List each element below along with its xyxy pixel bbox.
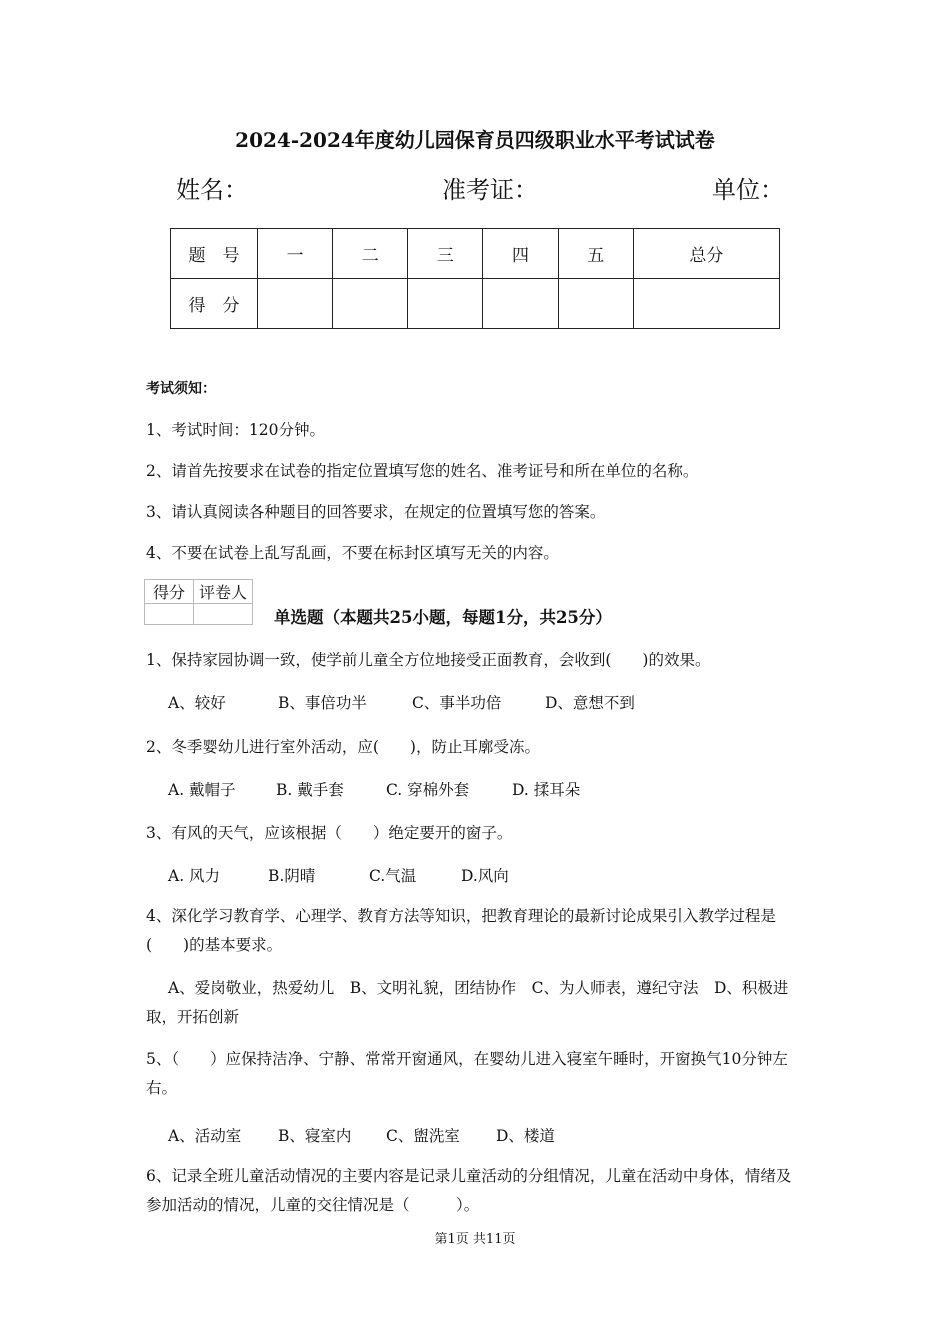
option: B、事倍功半	[278, 694, 367, 712]
question-text: 6、记录全班儿童活动情况的主要内容是记录儿童活动的分组情况，儿童在活动中身体，情绪及参加活动的情况，儿童的交往情况是（ ）。	[146, 1167, 792, 1214]
score-entry-cell	[333, 279, 408, 329]
question-text: 2、冬季婴幼儿进行室外活动，应( )，防止耳廓受冻。	[146, 738, 540, 756]
option: A. 戴帽子	[168, 781, 236, 799]
exam-id-field-label: 准考证：	[442, 176, 538, 204]
grader-box	[144, 579, 253, 625]
score-table-cell: 五	[558, 229, 633, 279]
score-table-cell: 题 号	[171, 229, 258, 279]
option: D.风向	[461, 867, 509, 885]
question-text: 4、深化学习教育学、心理学、教育方法等知识，把教育理论的最新讨论成果引入教学过程是( )的基本要求。	[146, 907, 776, 954]
score-entry-cell	[558, 279, 633, 329]
score-entry-cell	[483, 279, 558, 329]
notice-heading: 考试须知：	[146, 381, 216, 397]
grader-reviewer-label: 评卷人	[194, 580, 253, 604]
score-entry-cell	[408, 279, 483, 329]
exam-title: 2024-2024年度幼儿园保育员四级职业水平考试试卷	[235, 128, 715, 152]
score-table-cell: 四	[483, 229, 558, 279]
option: B.阴晴	[268, 867, 316, 885]
score-table-cell: 得 分	[171, 279, 258, 329]
option: A、活动室	[168, 1127, 242, 1145]
score-entry-cell	[258, 279, 333, 329]
score-table-cell: 三	[408, 229, 483, 279]
option: B、寝室内	[278, 1127, 352, 1145]
score-table-cell: 一	[258, 229, 333, 279]
score-table-cell: 总分	[633, 229, 779, 279]
option: D、意想不到	[545, 694, 635, 712]
question-text: 1、保持家园协调一致，使学前儿童全方位地接受正面教育，会收到( )的效果。	[146, 651, 711, 669]
option-group: A、爱岗敬业，热爱幼儿 B、文明礼貌，团结协作 C、为人师表，遵纪守法 D、积极进取，开拓创新	[146, 979, 789, 1026]
score-entry-cell	[633, 279, 779, 329]
option: A. 风力	[168, 867, 221, 885]
option: D、楼道	[496, 1127, 555, 1145]
option: D. 揉耳朵	[512, 781, 581, 799]
question-text: 5、（ ）应保持洁净、宁静、常常开窗通风，在婴幼儿进入寝室午睡时，开窗换气10分钟左右。	[146, 1050, 788, 1097]
grader-score-cell	[145, 604, 194, 625]
notice-item: 2、请首先按要求在试卷的指定位置填写您的姓名、准考证号和所在单位的名称。	[146, 462, 699, 480]
notice-item: 3、请认真阅读各种题目的回答要求，在规定的位置填写您的答案。	[146, 503, 606, 521]
score-table-cell: 二	[333, 229, 408, 279]
score-table	[170, 228, 780, 329]
option: C、事半功倍	[412, 694, 502, 712]
grader-score-label: 得分	[145, 580, 194, 604]
option: A、较好	[168, 694, 226, 712]
section-title: 单选题（本题共25小题，每题1分，共25分）	[274, 608, 612, 627]
option: B. 戴手套	[276, 781, 344, 799]
notice-item: 1、考试时间：120分钟。	[146, 421, 325, 439]
score-table-score-row	[171, 279, 780, 329]
option: C、盥洗室	[386, 1127, 460, 1145]
option: C. 穿棉外套	[386, 781, 470, 799]
notice-item: 4、不要在试卷上乱写乱画，不要在标封区填写无关的内容。	[146, 544, 559, 562]
option: C.气温	[369, 867, 417, 885]
score-table-header-row	[171, 229, 780, 279]
unit-field-label: 单位：	[712, 176, 784, 204]
page-footer: 第1页 共11页	[434, 1232, 516, 1247]
name-field-label: 姓名：	[176, 176, 248, 204]
grader-reviewer-cell	[194, 604, 253, 625]
question-text: 3、有风的天气，应该根据（ ）绝定要开的窗子。	[146, 824, 513, 842]
